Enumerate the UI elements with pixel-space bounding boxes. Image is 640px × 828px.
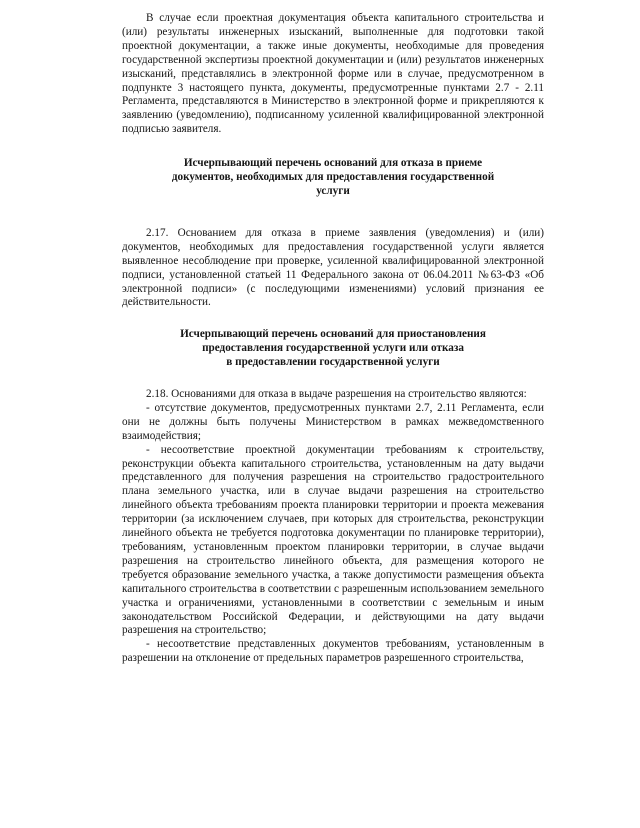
paragraph-2-17: 2.17. Основанием для отказа в приеме заявления (уведомления) и (или) документов, необходимых для предоставления государственной услуги является выявленное несоблюдение при проверке, усиленной квалифицированной электронной подписи, установленной статьей 11 Федерального закона от 06.04.2011 №63-ФЗ «Об электронной подписи» (с последующими изменениями) условий признания ее действительности.	[122, 226, 544, 309]
list-item-project-mismatch: - несоответствие проектной документации требованиям к строительству, реконструкции объекта капитального строительства, установленным на дату выдачи представленного для получения разрешения на строительство градостроительного плана земельного участка, или в случае выдачи разрешения на строительство линейного объекта требованиям проекта планировки территории и проекта межевания территории (за исключением случаев, при которых для строительства, реконструкции линейного объекта не требуется подготовка документации по планировке территории), требованиям, установленным проектом планировки территории, в случае выдачи разрешения на строительство линейного объекта, для размещения которого не требуется образование земельного участка, а также допустимости размещения объекта капитального строительства в соответствии с разрешенным использованием земельного участка и ограничениями, установленными в соответствии с земельным и иным законодательством Российской Федерации, и действующими на дату выдачи разрешения на строительство;	[122, 443, 544, 637]
spacer	[122, 137, 544, 157]
heading-line: Исчерпывающий перечень оснований для отказа в приеме	[183, 157, 483, 170]
heading-refusal-reception	[122, 157, 544, 199]
heading-line: услуги	[316, 184, 350, 197]
document-body	[122, 12, 544, 666]
heading-line: в предоставлении государственной услуги	[226, 356, 440, 369]
heading-suspension-refusal	[122, 328, 544, 370]
heading-line: документов, необходимых для предоставления государственной	[171, 171, 495, 184]
spacer	[122, 370, 544, 388]
list-item-deviation-permit: - несоответствие представленных документов требованиям, установленным в разрешении на отклонение от предельных параметров разрешенного строительства,	[122, 638, 544, 665]
spacer	[122, 199, 544, 227]
heading-line: Исчерпывающий перечень оснований для приостановления	[180, 328, 486, 341]
spacer	[122, 310, 544, 328]
paragraph-2-18: 2.18. Основаниями для отказа в выдаче разрешения на строительство являются:	[146, 388, 527, 401]
heading-line: предоставления государственной услуги или отказа	[202, 342, 464, 355]
list-item-missing-documents: - отсутствие документов, предусмотренных пунктами 2.7, 2.11 Регламента, если они не должны быть получены Министерством в рамках межведомственного взаимодействия;	[122, 401, 544, 442]
paragraph-electronic-form: В случае если проектная документация объекта капитального строительства и (или) результаты инженерных изысканий, выполненные для подготовки такой проектной документации, а также иные документы, необходимые для проведения государственной экспертизы проектной документации и (или) результатов инженерных изысканий, представлялись в электронной форме или в случае, предусмотренном в подпункте 3 настоящего пункта, документы, предусмотренные пунктами 2.7 - 2.11 Регламента, представляются в Министерство в электронной форме и прикрепляются к заявлению (уведомлению), подписанному усиленной квалифицированной электронной подписью заявителя.	[122, 12, 544, 136]
